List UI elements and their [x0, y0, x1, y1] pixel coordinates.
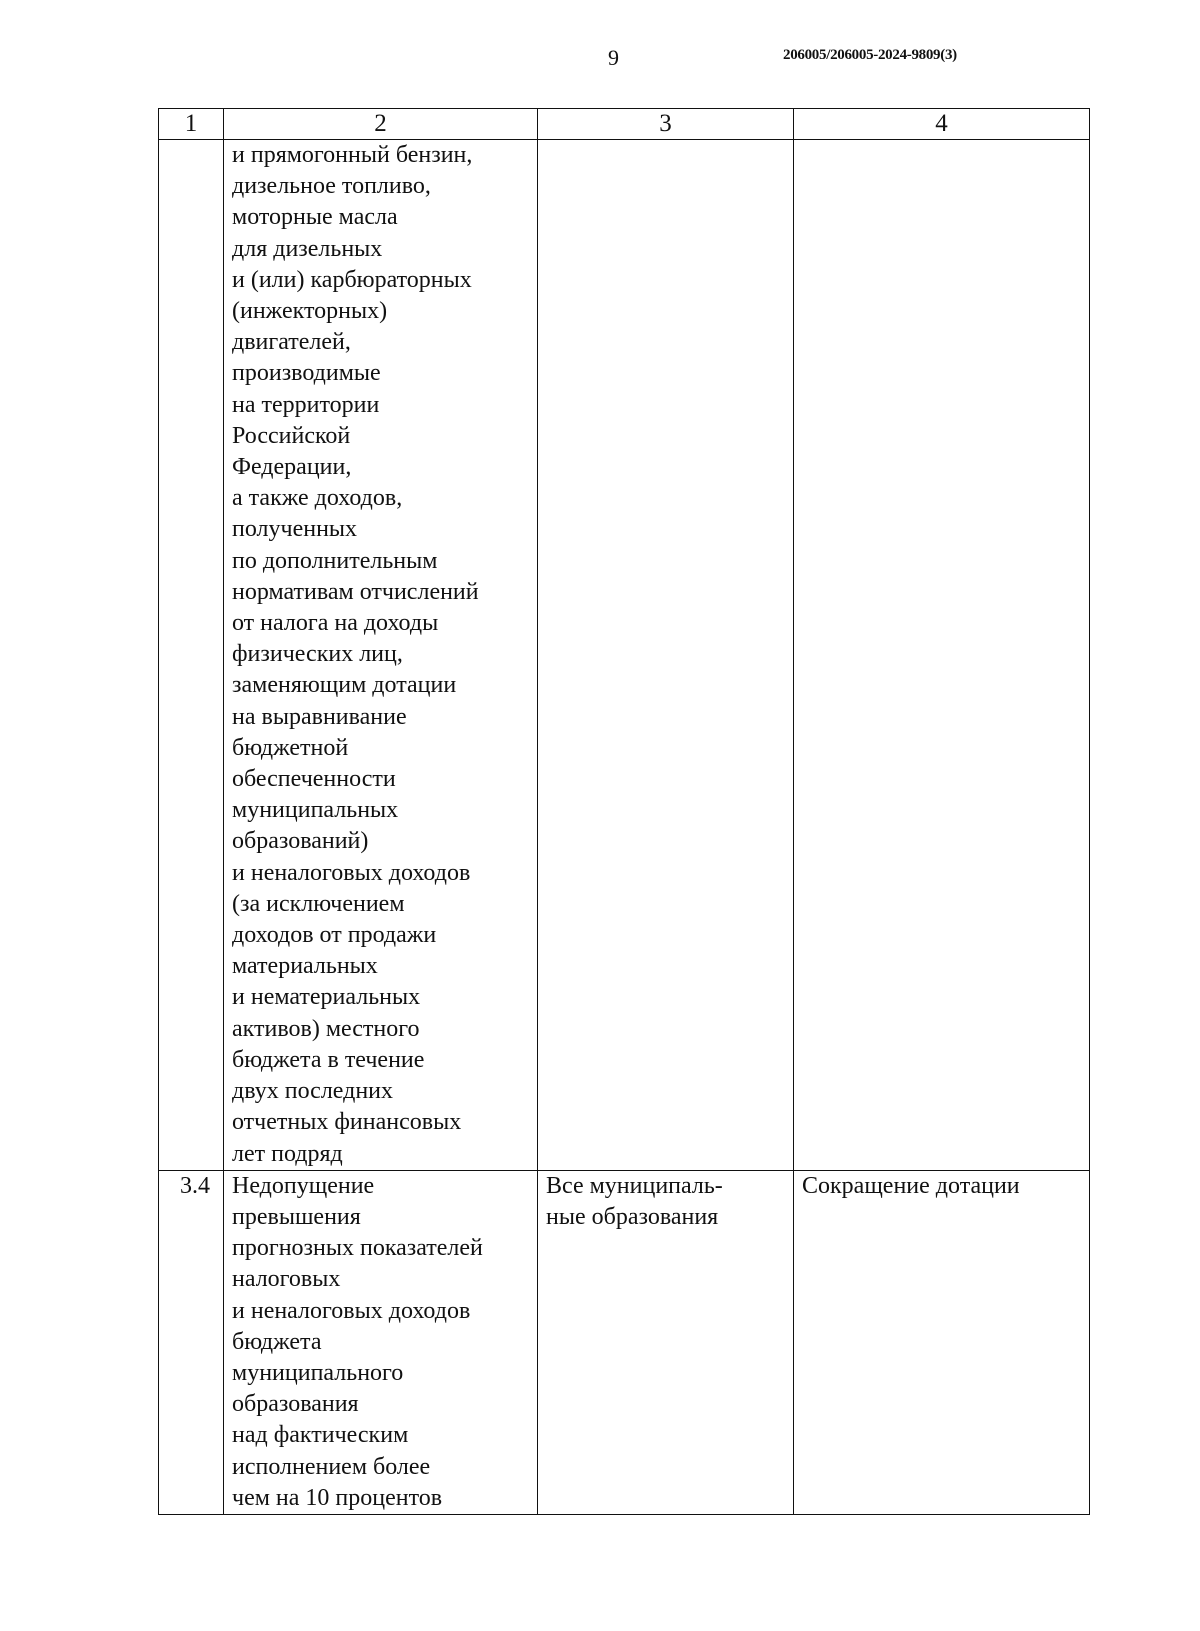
subjects-cell [538, 140, 794, 1171]
table-header-row [159, 109, 1090, 140]
measure-cell: Сокращение дотации [794, 1170, 1090, 1514]
column-header-3: 3 [538, 109, 794, 140]
measure-cell [794, 140, 1090, 1171]
description-cell: Недопущение превышения прогнозных показателей налоговых и неналоговых доходов бюджета муниципального образования над фактическим исполнением более чем на 10 процентов [224, 1170, 538, 1514]
table-row [159, 1170, 1090, 1514]
column-header-4: 4 [794, 109, 1090, 140]
column-header-2: 2 [224, 109, 538, 140]
row-number-cell: 3.4 [159, 1170, 224, 1514]
document-id: 206005/206005-2024-9809(3) [783, 47, 957, 63]
description-cell: и прямогонный бензин, дизельное топливо, моторные масла для дизельных и (или) карбюраторных (инжекторных) двигателей, производимые на территории Российской Федерации, а также доходов, полученных по дополнительным нормативам отчислений от налога на доходы физических лиц, заменяющим дотации на выравнивание бюджетной обеспеченности муниципальных образований) и неналоговых доходов (за исключением доходов от продажи материальных и нематериальных активов) местного бюджета в течение двух последних отчетных финансовых лет подряд [224, 140, 538, 1171]
column-header-1: 1 [159, 109, 224, 140]
row-number-cell [159, 140, 224, 1171]
measures-table [158, 108, 1090, 1515]
table-row [159, 140, 1090, 1171]
page-number: 9 [608, 45, 619, 70]
subjects-cell: Все муниципаль- ные образования [538, 1170, 794, 1514]
